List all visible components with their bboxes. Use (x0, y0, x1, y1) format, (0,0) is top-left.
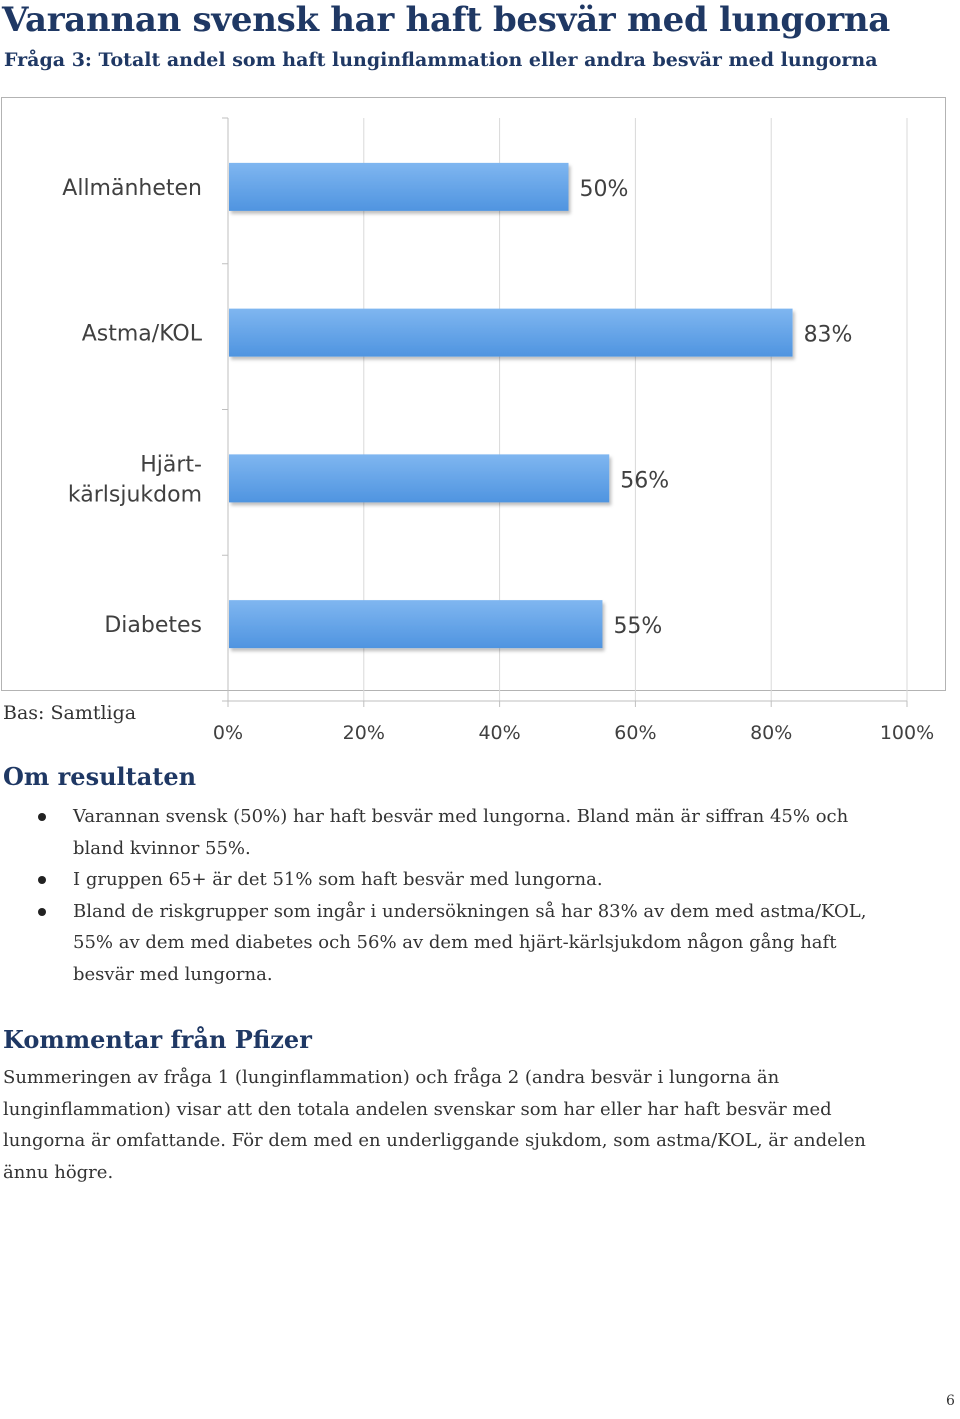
x-tick-label: 100% (879, 722, 935, 744)
result-line: I gruppen 65+ är det 51% som haft besvär med lungorna. (73, 869, 603, 890)
bar-value-label: 55% (613, 614, 663, 640)
bullet-icon (38, 876, 46, 884)
category-label: kärlsjukdom (67, 482, 202, 508)
result-line: besvär med lungorna. (73, 963, 273, 985)
x-tick-label: 60% (614, 722, 657, 744)
comment-line: lungorna är omfattande. För dem med en underliggande sjukdom, som astma/KOL, är andelen (3, 1130, 866, 1152)
result-item (0, 896, 960, 991)
result-line: Varannan svensk (50%) har haft besvär med lungorna. Bland män är siffran 45% och (73, 806, 849, 827)
category-label: Diabetes (104, 613, 202, 639)
comment-paragraph (3, 1062, 953, 1188)
bar-value-label: 56% (620, 468, 670, 494)
bar (229, 454, 609, 502)
results-heading: Om resultaten (3, 762, 197, 791)
x-tick-label: 0% (212, 722, 244, 744)
category-label: Astma/KOL (81, 321, 202, 347)
result-line: 55% av dem med diabetes och 56% av dem med hjärt-kärlsjukdom någon gång haft (73, 932, 837, 953)
bullet-icon (38, 908, 46, 916)
page-number: 6 (946, 1393, 955, 1409)
x-tick-label: 20% (342, 722, 385, 744)
comment-line: lunginflammation) visar att den totala andelen svenskar som har eller har haft besvär med (3, 1098, 832, 1120)
category-label: Allmänheten (62, 175, 202, 201)
results-list (0, 801, 960, 990)
page-title: Varannan svensk har haft besvär med lungorna (2, 0, 891, 40)
chart-basis-note: Bas: Samtliga (3, 702, 137, 724)
x-tick-label: 80% (750, 722, 793, 744)
bar-value-label: 83% (803, 322, 853, 348)
x-tick-label: 40% (478, 722, 521, 744)
category-label: Hjärt- (140, 452, 202, 478)
comment-line: ännu högre. (3, 1161, 114, 1183)
bar-value-label: 50% (579, 176, 629, 202)
question-subtitle: Fråga 3: Totalt andel som haft lunginflammation eller andra besvär med lungorna (4, 49, 878, 71)
comment-line: Summeringen av fråga 1 (lunginflammation) och fråga 2 (andra besvär i lungorna än (3, 1067, 780, 1088)
result-line: bland kvinnor 55%. (73, 837, 251, 859)
comment-heading: Kommentar från Pfizer (3, 1025, 312, 1054)
bullet-icon (38, 813, 46, 821)
result-item (0, 864, 960, 896)
result-line: Bland de riskgrupper som ingår i undersökningen så har 83% av dem med astma/KOL, (73, 900, 867, 922)
bar (229, 600, 602, 648)
bar (229, 163, 569, 211)
result-item (0, 801, 960, 864)
bar (229, 309, 793, 357)
